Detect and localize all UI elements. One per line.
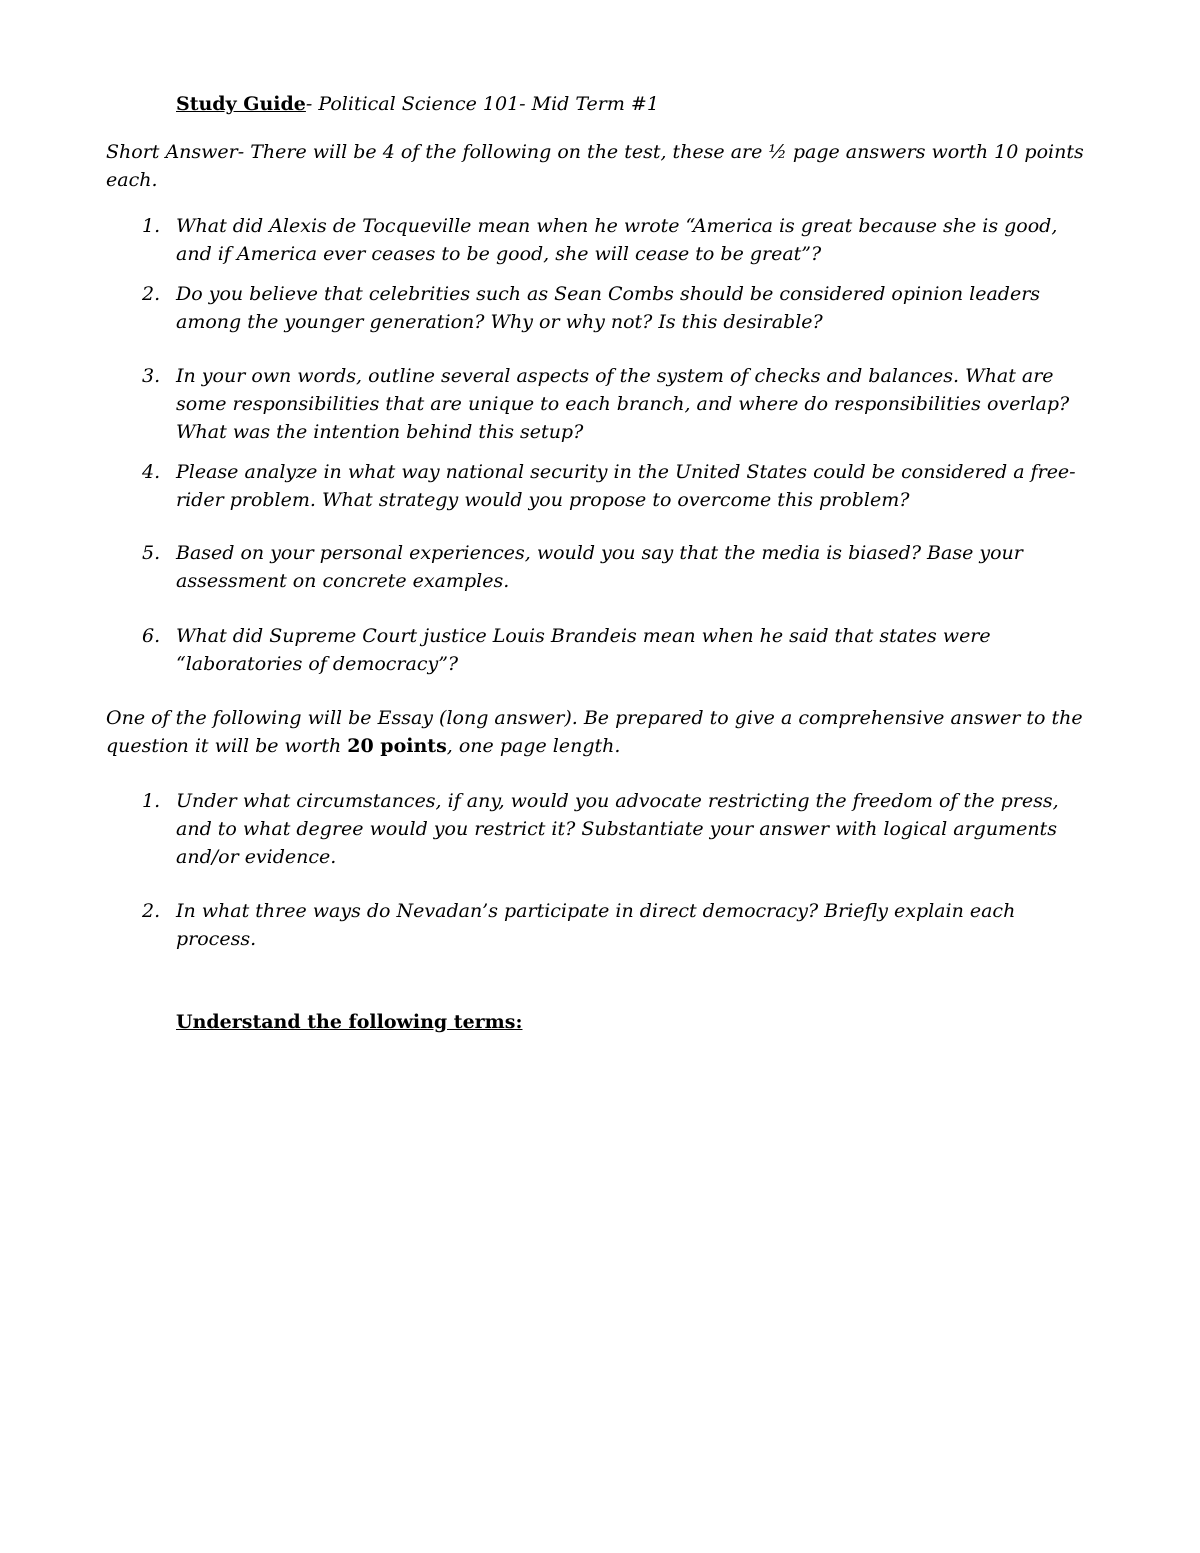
question-number: 1. — [142, 790, 161, 812]
question-text: Please analyze in what way national security in the United States could be considered a free-rider problem. What strategy would you propose to overcome this problem? — [176, 461, 1076, 511]
essay-intro-text: One of the following will be Essay (long answer). Be prepared to give a comprehensive answer to the question it will be worth — [106, 707, 1083, 757]
question-number: 4. — [142, 461, 161, 483]
question-text: What did Alexis de Tocqueville mean when he wrote “America is great because she is good, and if America ever ceases to be good, she will cease to be great”? — [176, 215, 1058, 265]
question-text: Do you believe that celebrities such as Sean Combs should be considered opinion leaders among the younger generation? Why or why not? Is this desirable? — [176, 283, 1041, 333]
essay-intro-tail: , one page length. — [446, 735, 621, 757]
question-number: 1. — [142, 215, 161, 237]
question-number: 3. — [142, 365, 161, 387]
essay-intro — [106, 704, 1096, 760]
title-main: Study Guide — [176, 93, 306, 115]
question-number: 5. — [142, 542, 161, 564]
question-text: Under what circumstances, if any, would you advocate restricting the freedom of the press, and to what degree would you restrict it? Substantiate your answer with logical arguments and/or evidence. — [176, 790, 1059, 868]
question-text: What did Supreme Court justice Louis Brandeis mean when he said that states were “laboratories of democracy”? — [176, 625, 991, 675]
essay-points: 20 points — [347, 735, 447, 757]
question-number: 2. — [142, 283, 161, 305]
short-answer-intro: Short Answer- There will be 4 of the following on the test, these are ½ page answers worth 10 points each. — [106, 141, 1084, 191]
question-text: Based on your personal experiences, would you say that the media is biased? Base your assessment on concrete examples. — [176, 542, 1023, 592]
title-subtitle: - Political Science 101- Mid Term #1 — [305, 93, 659, 115]
question-text: In what three ways do Nevadan’s participate in direct democracy? Briefly explain each process. — [176, 900, 1016, 950]
question-number: 6. — [142, 625, 161, 647]
question-number: 2. — [142, 900, 161, 922]
terms-heading: Understand the following terms: — [176, 1011, 523, 1033]
question-text: In your own words, outline several aspects of the system of checks and balances. What are some responsibilities that are unique to each branch, and where do responsibilities overlap? What was the intention behind this setup? — [176, 365, 1070, 443]
document-title — [176, 90, 659, 118]
